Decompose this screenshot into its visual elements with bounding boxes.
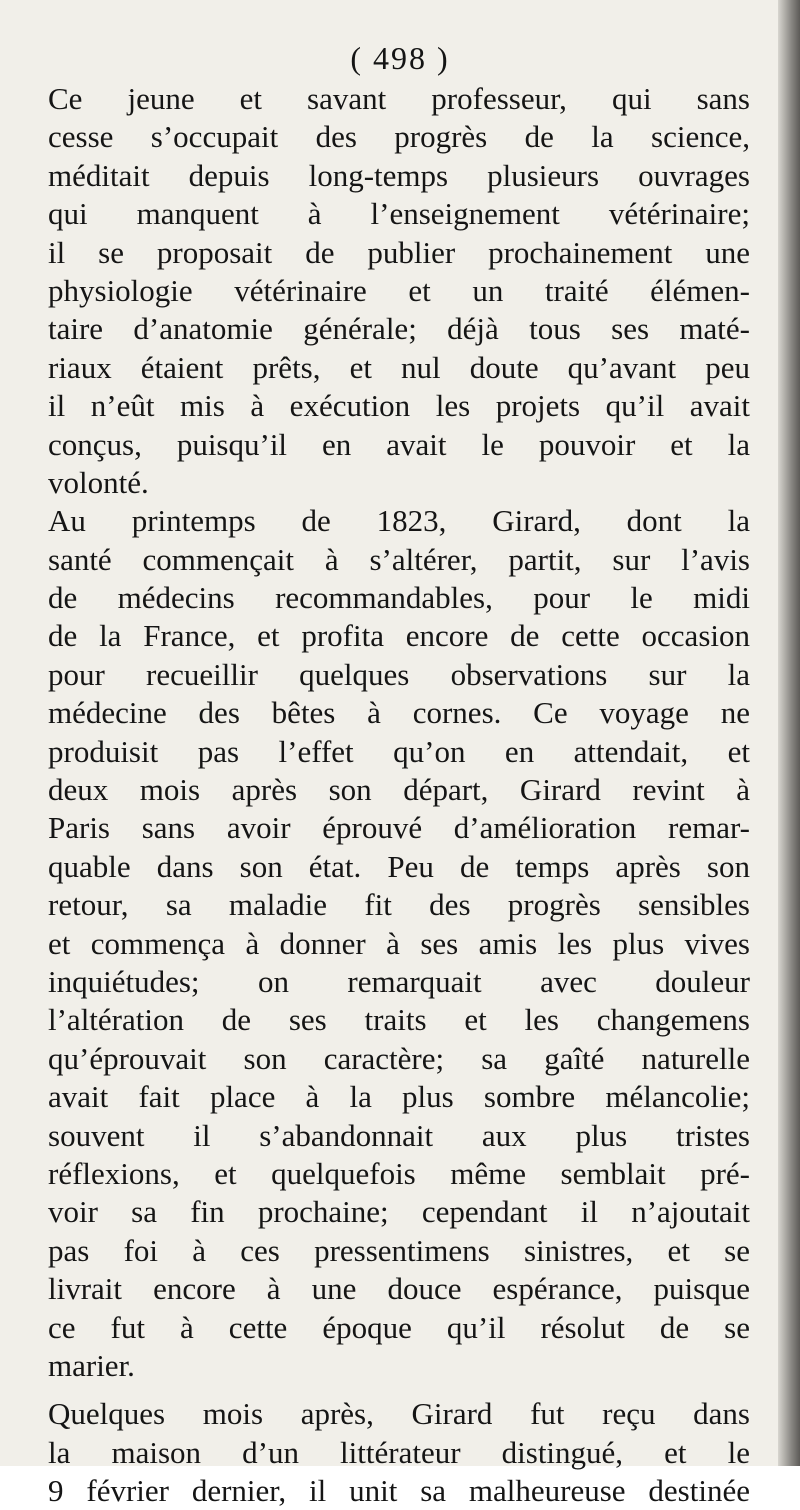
text-line: il se proposait de publier prochainement une	[48, 234, 750, 270]
text-line: réflexions, et quelquefois même semblait pré-	[48, 1155, 750, 1191]
text-line: méditait depuis long-temps plusieurs ouvrages	[48, 157, 750, 193]
paragraph-1	[48, 80, 750, 502]
text-line: médecine des bêtes à cornes. Ce voyage ne	[48, 695, 750, 731]
text-line: avait fait place à la plus sombre mélancolie;	[48, 1079, 750, 1115]
text-line: retour, sa maladie fit des progrès sensibles	[48, 887, 750, 923]
text-line: livrait encore à une douce espérance, puisque	[48, 1271, 750, 1307]
text-line: marier.	[48, 1347, 135, 1383]
text-line: Quelques mois après, Girard fut reçu dans	[48, 1396, 750, 1432]
text-line: conçus, puisqu’il en avait le pouvoir et la	[48, 426, 750, 462]
text-line: pas foi à ces pressentimens sinistres, et se	[48, 1232, 750, 1268]
text-line: de médecins recommandables, pour le midi	[48, 580, 750, 616]
text-line: qu’éprouvait son caractère; sa gaîté naturelle	[48, 1040, 750, 1076]
text-line: santé commençait à s’altérer, partit, sur l’avis	[48, 541, 750, 577]
text-line: voir sa fin prochaine; cependant il n’ajoutait	[48, 1194, 750, 1230]
text-line: Ce jeune et savant professeur, qui sans	[48, 81, 750, 116]
text-line: physiologie vétérinaire et un traité élémen-	[48, 272, 750, 308]
text-line: produisit pas l’effet qu’on en attendait, et	[48, 733, 750, 769]
text-line: pour recueillir quelques observations sur la	[48, 656, 750, 692]
text-line: et commença à donner à ses amis les plus vives	[48, 925, 750, 961]
text-line: souvent il s’abandonnait aux plus tristes	[48, 1117, 750, 1153]
text-line: il n’eût mis à exécution les projets qu’il avait	[48, 388, 750, 424]
text-line: qui manquent à l’enseignement vétérinaire;	[48, 196, 750, 232]
text-line: riaux étaient prêts, et nul doute qu’avant peu	[48, 349, 750, 385]
paragraph-spacer	[48, 1385, 750, 1395]
page-gutter-shadow	[778, 0, 800, 1466]
text-line: deux mois après son départ, Girard revint à	[48, 772, 750, 808]
text-line: de la France, et profita encore de cette occasion	[48, 618, 750, 654]
text-line: cesse s’occupait des progrès de la science,	[48, 119, 750, 155]
paragraph-3	[48, 1395, 750, 1510]
paragraph-2	[48, 502, 750, 1385]
text-line: volonté.	[48, 464, 149, 500]
text-line: taire d’anatomie générale; déjà tous ses maté-	[48, 311, 750, 347]
text-line: la maison d’un littérateur distingué, et le	[48, 1434, 750, 1470]
text-line: Paris sans avoir éprouvé d’amélioration remar-	[48, 810, 750, 846]
text-line: quable dans son état. Peu de temps après son	[48, 848, 750, 884]
page-number: ( 498 )	[350, 40, 450, 76]
text-line: l’altération de ses traits et les changemens	[48, 1002, 750, 1038]
text-line: Au printemps de 1823, Girard, dont la	[48, 503, 750, 539]
text-line: inquiétudes; on remarquait avec douleur	[48, 963, 750, 999]
text-line: 9 février dernier, il unit sa malheureuse destinée	[48, 1473, 750, 1509]
text-line: ce fut à cette époque qu’il résolut de se	[48, 1309, 750, 1345]
body-text	[48, 80, 750, 1510]
